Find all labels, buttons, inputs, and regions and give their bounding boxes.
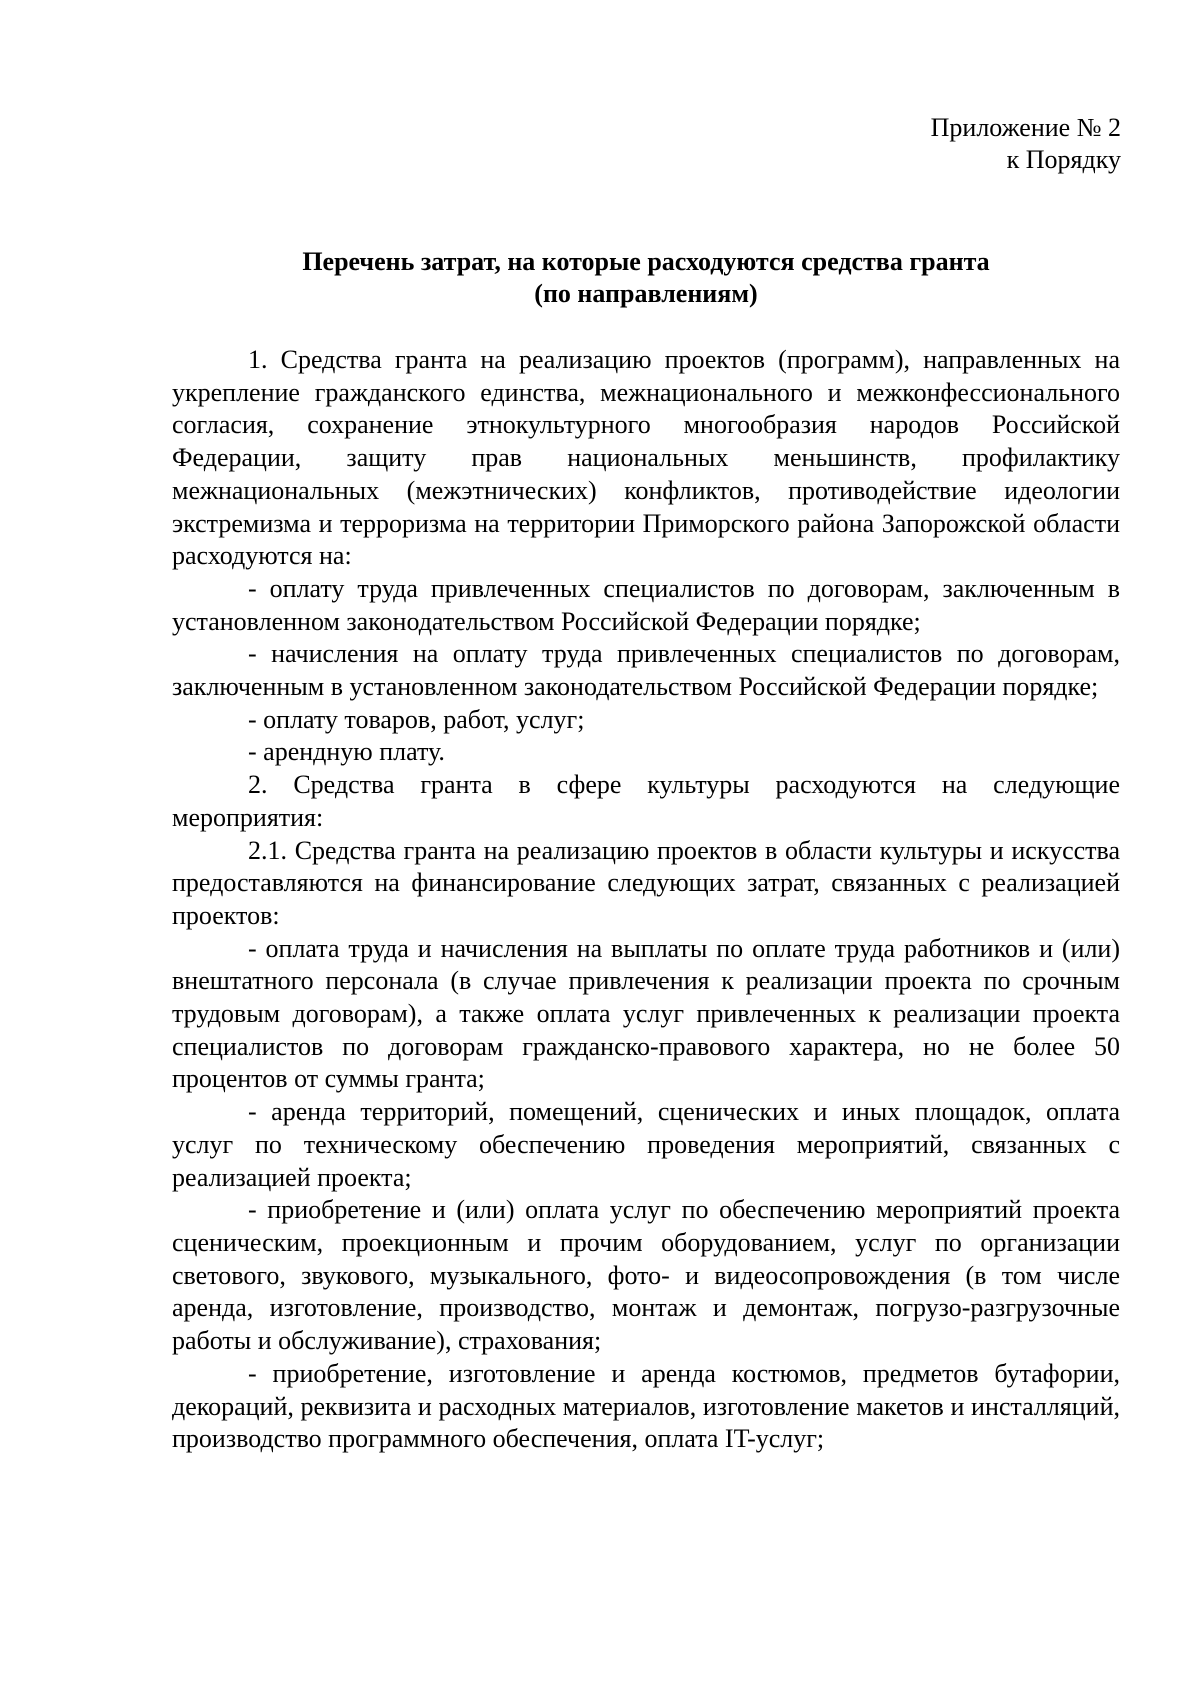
appendix-number: Приложение № 2 (930, 113, 1121, 142)
list-item-goods-services: - оплату товаров, работ, услуг; (248, 704, 585, 734)
document-body (172, 344, 1120, 1456)
list-item-labor-accruals: - начисления на оплату труда привлеченных специалистов по договорам, заключенным в установленном законодательством Российской Федерации порядке; (172, 639, 1120, 702)
list-item-venue-rent: - аренда территорий, помещений, сценических и иных площадок, оплата услуг по техническому обеспечению проведения мероприятий, связанных с реализацией проекта; (172, 1097, 1120, 1192)
list-item-equipment: - приобретение и (или) оплата услуг по обеспечению мероприятий проекта сценическим, проекционным и прочим оборудованием, услуг по организации светового, звукового, музыкального, фото- и видеосопровождения (в том числе аренда, изготовление, производство, монтаж и демонтаж, погрузо-разгрузочные работы и обслуживание), страхования; (172, 1195, 1120, 1356)
appendix-reference: к Порядку (1006, 145, 1121, 174)
appendix-header (931, 112, 1121, 176)
list-item-rent: - арендную плату. (248, 737, 445, 767)
title-line-1: Перечень затрат, на которые расходуются средства гранта (302, 247, 990, 276)
document-title (172, 246, 1120, 310)
paragraph-2: 2. Средства гранта в сфере культуры расходуются на следующие мероприятия: (172, 770, 1120, 832)
paragraph-1: 1. Средства гранта на реализацию проектов (программ), направленных на укрепление гражданского единства, межнационального и межконфессионального согласия, сохранение этнокультурного многообразия народов Российской Федерации, защиту прав национальных меньшинств, профилактику межнациональных (межэтнических) конфликтов, противодействие идеологии экстремизма и терроризма на территории Приморского района Запорожской области расходуются на: (172, 345, 1120, 571)
paragraph-2-1: 2.1. Средства гранта на реализацию проектов в области культуры и искусства предоставляются на финансирование следующих затрат, связанных с реализацией проектов: (172, 835, 1120, 930)
list-item-staff-payment: - оплата труда и начисления на выплаты по оплате труда работников и (или) внештатного персонала (в случае привлечения к реализации проекта по срочным трудовым договорам), а также оплата услуг привлеченных к реализации проекта специалистов по договорам гражданско-правового характера, но не более 50 процентов от суммы гранта; (172, 933, 1120, 1094)
list-item-labor-payment: - оплату труда привлеченных специалистов по договорам, заключенным в установленном законодательством Российской Федерации порядке; (172, 573, 1120, 636)
list-item-costumes: - приобретение, изготовление и аренда костюмов, предметов бутафории, декораций, реквизита и расходных материалов, изготовление макетов и инсталляций, производство программного обеспечения, оплата IT-услуг; (172, 1358, 1120, 1454)
title-line-2: (по направлениям) (534, 279, 758, 308)
